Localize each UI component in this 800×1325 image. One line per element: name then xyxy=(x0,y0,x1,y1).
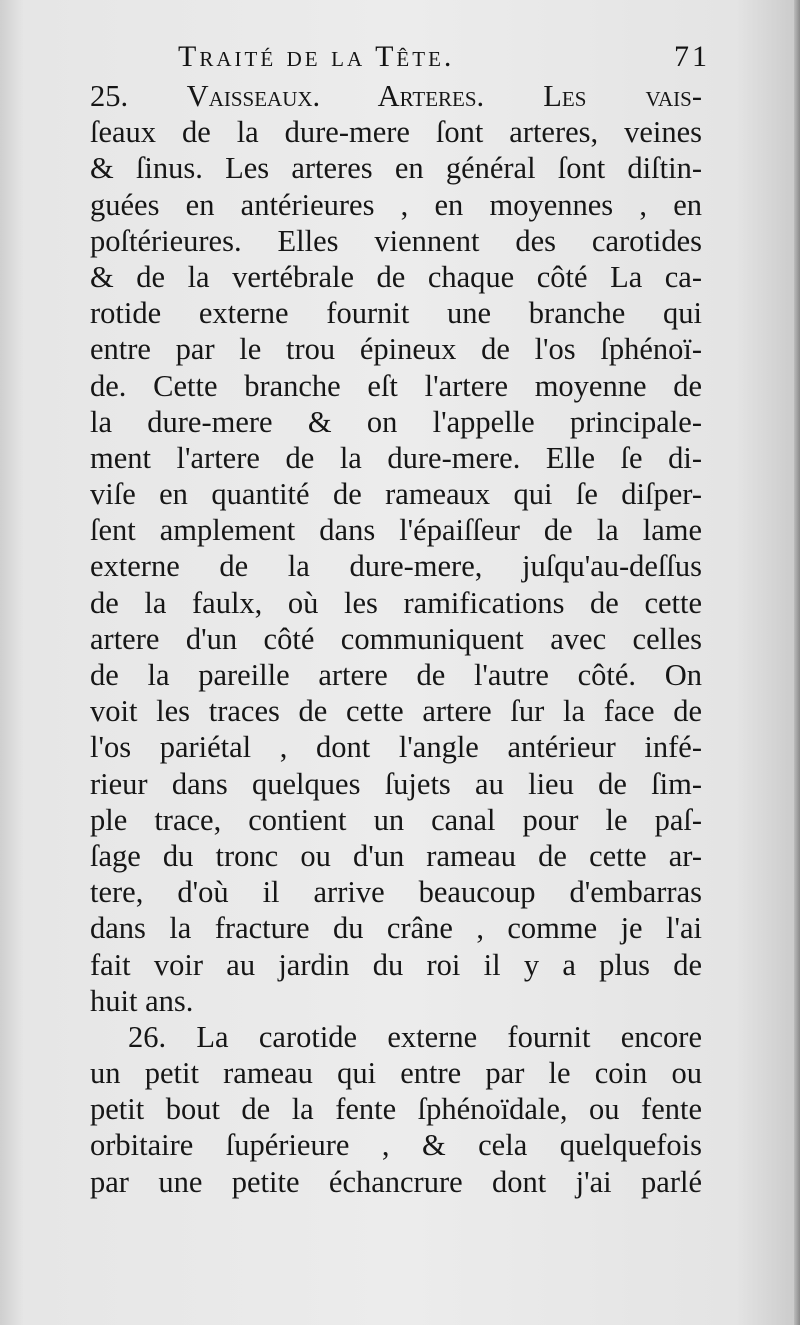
text-line: 26. La carotide externe fournit encore xyxy=(128,1019,702,1054)
text-line: & de la vertébrale de chaque côté La ca- xyxy=(90,259,702,294)
text-line: par une petite échancrure dont j'ai parlé xyxy=(90,1164,702,1199)
text-line: rieur dans quelques ſujets au lieu de ſim- xyxy=(90,766,702,801)
text-line: poſtérieures. Elles viennent des carotides xyxy=(90,223,702,258)
text-line: ment l'artere de la dure-mere. Elle ſe di- xyxy=(90,440,702,475)
text-line: artere d'un côté communiquent avec celles xyxy=(90,621,702,656)
text-line: ſeaux de la dure-mere ſont arteres, veines xyxy=(90,115,702,150)
text-line: l'os pariétal , dont l'angle antérieur infé- xyxy=(90,730,702,765)
text-line: orbitaire ſupérieure , & cela quelquefois xyxy=(90,1128,702,1163)
text-line: viſe en quantité de rameaux qui ſe diſper- xyxy=(90,477,702,512)
text-line: petit bout de la fente ſphénoïdale, ou fente xyxy=(90,1092,702,1127)
page-edge xyxy=(794,0,800,1325)
text-line: rotide externe fournit une branche qui xyxy=(90,296,702,331)
text-line: entre par le trou épineux de l'os ſphénoï- xyxy=(90,332,702,367)
text-line: huit ans. xyxy=(90,983,194,1018)
text-line: ple trace, contient un canal pour le paſ- xyxy=(90,802,702,837)
text-line: de la faulx, où les ramifications de cette xyxy=(90,585,702,620)
text-line: externe de la dure-mere, juſqu'au-deſſus xyxy=(90,549,702,584)
text-line: guées en antérieures , en moyennes , en xyxy=(90,187,702,222)
text-line: tere, d'où il arrive beaucoup d'embarras xyxy=(90,875,702,910)
text-line: un petit rameau qui entre par le coin ou xyxy=(90,1056,702,1091)
text-line: 25. Vaisseaux. Arteres. Les vaiſ- xyxy=(90,79,702,113)
text-line: dans la fracture du crâne , comme je l'ai xyxy=(90,911,702,946)
running-title: Traité de la Tête. xyxy=(178,40,455,73)
text-line: & ſinus. Les arteres en général ſont diſtin- xyxy=(90,151,702,186)
text-line: ſent amplement dans l'épaiſſeur de la lame xyxy=(90,513,702,548)
page-number: 71 xyxy=(674,40,710,73)
text-line: voit les traces de cette artere ſur la face de xyxy=(90,694,702,729)
text-line: de la pareille artere de l'autre côté. On xyxy=(90,658,702,692)
text-line: la dure-mere & on l'appelle principale- xyxy=(90,404,702,439)
text-line: de. Cette branche eſt l'artere moyenne de xyxy=(90,368,702,403)
body-text xyxy=(90,78,702,1200)
text-line: ſage du tronc ou d'un rameau de cette ar- xyxy=(90,838,702,873)
running-head xyxy=(90,40,710,80)
text-line: fait voir au jardin du roi il y a plus de xyxy=(90,947,702,982)
